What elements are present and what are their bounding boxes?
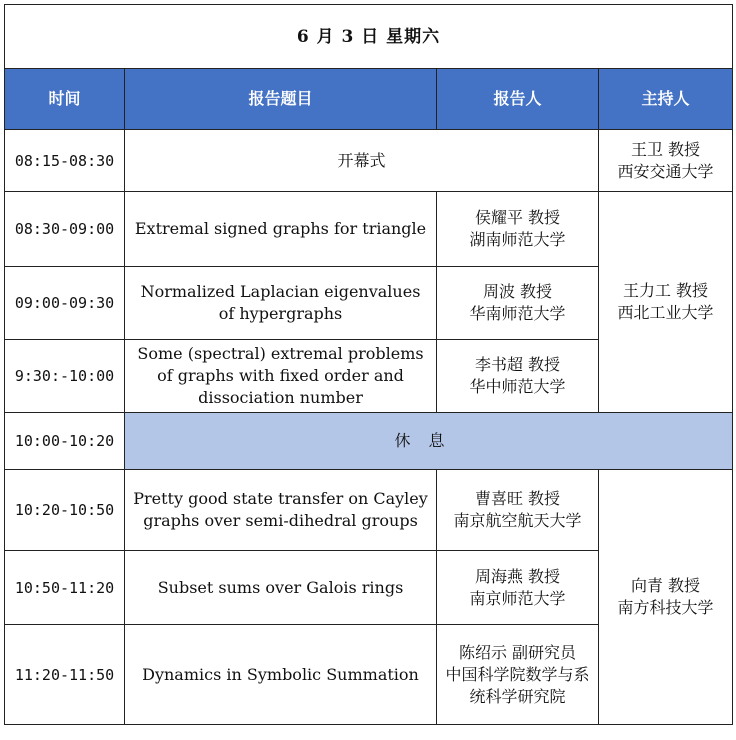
header-topic: 报告题目 xyxy=(125,69,437,130)
host-name: 王力工 教授 xyxy=(622,281,709,300)
host-cell-block1 xyxy=(599,192,733,413)
host-name: 向青 教授 xyxy=(630,576,701,595)
topic-cell: Normalized Laplacian eigenvalues of hypergraphs xyxy=(125,267,437,340)
host-affiliation: 西北工业大学 xyxy=(617,303,714,322)
schedule-table xyxy=(4,4,733,725)
topic-cell: Pretty good state transfer on Cayley graphs over semi-dihedral groups xyxy=(125,470,437,551)
speaker-affiliation: 湖南师范大学 xyxy=(469,230,566,249)
topic-cell: Dynamics in Symbolic Summation xyxy=(125,625,437,725)
speaker-affiliation: 华中师范大学 xyxy=(469,377,566,396)
speaker-affiliation: 华南师范大学 xyxy=(469,304,566,323)
time-cell: 10:00-10:20 xyxy=(5,413,125,470)
time-cell: 9:30:-10:00 xyxy=(5,340,125,413)
host-affiliation: 南方科技大学 xyxy=(617,598,714,617)
speaker-name: 李书超 教授 xyxy=(474,355,561,374)
speaker-name: 侯耀平 教授 xyxy=(474,208,561,227)
speaker-name: 周海燕 教授 xyxy=(474,566,561,586)
topic-cell: Subset sums over Galois rings xyxy=(125,551,437,625)
header-speaker: 报告人 xyxy=(437,69,599,130)
table-row xyxy=(5,192,733,267)
table-row xyxy=(5,470,733,551)
speaker-cell xyxy=(437,192,599,267)
speaker-affiliation: 南京航空航天大学 xyxy=(453,511,582,530)
speaker-cell xyxy=(437,625,599,725)
speaker-cell xyxy=(437,551,599,625)
speaker-name: 陈绍示 副研究员 xyxy=(458,642,577,662)
header-host: 主持人 xyxy=(599,69,733,130)
speaker-affiliation: 中国科学院数学与系统科学研究院 xyxy=(445,664,590,706)
time-cell: 08:30-09:00 xyxy=(5,192,125,267)
opening-ceremony-cell: 开幕式 xyxy=(125,130,599,192)
host-cell-opening xyxy=(599,130,733,192)
time-cell: 11:20-11:50 xyxy=(5,625,125,725)
break-label: 休息 xyxy=(125,413,733,470)
speaker-cell xyxy=(437,340,599,413)
time-cell: 10:20-10:50 xyxy=(5,470,125,551)
speaker-cell xyxy=(437,470,599,551)
table-row-opening xyxy=(5,130,733,192)
header-time: 时间 xyxy=(5,69,125,130)
speaker-cell xyxy=(437,267,599,340)
speaker-name: 周波 教授 xyxy=(482,282,553,301)
time-cell: 10:50-11:20 xyxy=(5,551,125,625)
time-cell: 08:15-08:30 xyxy=(5,130,125,192)
time-cell: 09:00-09:30 xyxy=(5,267,125,340)
host-affiliation: 西安交通大学 xyxy=(617,161,714,181)
schedule-date-title: 6 月 3 日 星期六 xyxy=(5,5,733,69)
speaker-name: 曹喜旺 教授 xyxy=(474,489,561,508)
host-name: 王卫 教授 xyxy=(630,139,701,159)
topic-cell: Extremal signed graphs for triangle xyxy=(125,192,437,267)
topic-cell: Some (spectral) extremal problems of graphs with fixed order and dissociation number xyxy=(125,340,437,413)
table-row-break xyxy=(5,413,733,470)
host-cell-block2 xyxy=(599,470,733,725)
speaker-affiliation: 南京师范大学 xyxy=(469,588,566,608)
